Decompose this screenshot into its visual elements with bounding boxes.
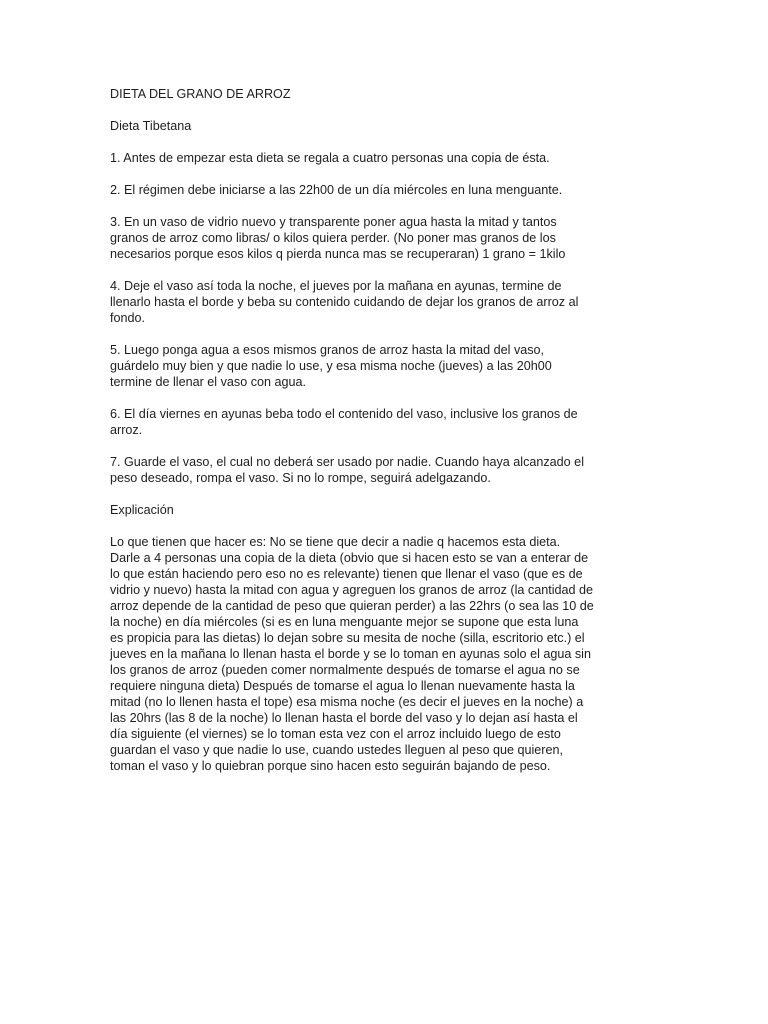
document-page <box>110 86 660 790</box>
step-line: necesarios porque esos kilos q pierda nunca mas se recuperaran) 1 grano = 1kilo <box>110 247 566 261</box>
explanation-paragraph <box>110 534 660 774</box>
document-subtitle: Dieta Tibetana <box>110 119 192 133</box>
step-5 <box>110 342 660 390</box>
explanation-line: los granos de arroz (pueden comer normalmente después de tomarse el agua no se <box>110 663 580 677</box>
step-line: 5. Luego ponga agua a esos mismos granos de arroz hasta la mitad del vaso, <box>110 343 545 357</box>
explanation-line: es propicia para las dietas) lo dejan sobre su mesita de noche (silla, escritorio etc.) el <box>110 631 585 645</box>
document-title-block <box>110 86 660 102</box>
step-line: guárdelo muy bien y que nadie lo use, y esa misma noche (jueves) a las 20h00 <box>110 359 552 373</box>
explanation-line: Darle a 4 personas una copia de la dieta (obvio que si hacen esto se van a enterar de <box>110 551 589 565</box>
document-subtitle-block <box>110 118 660 134</box>
explanation-heading: Explicación <box>110 503 174 517</box>
step-line: fondo. <box>110 311 146 325</box>
explanation-line: día siguiente (el viernes) se lo toman esta vez con el arroz incluido luego de esto <box>110 727 561 741</box>
step-line: 1. Antes de empezar esta dieta se regala a cuatro personas una copia de ésta. <box>110 151 550 165</box>
explanation-line: vidrio y nuevo) hasta la mitad con agua y agreguen los granos de arroz (la cantidad de <box>110 583 594 597</box>
step-1 <box>110 150 660 166</box>
step-line: llenarlo hasta el borde y beba su contenido cuidando de dejar los granos de arroz al <box>110 295 579 309</box>
explanation-line: la noche) en día miércoles (si es en luna menguante mejor se supone que esta luna <box>110 615 579 629</box>
step-line: arroz. <box>110 423 143 437</box>
step-6 <box>110 406 660 438</box>
step-line: 4. Deje el vaso así toda la noche, el jueves por la mañana en ayunas, termine de <box>110 279 562 293</box>
step-line: 2. El régimen debe iniciarse a las 22h00 de un día miércoles en luna menguante. <box>110 183 563 197</box>
explanation-line: lo que están haciendo pero eso no es relevante) tienen que llenar el vaso (que es de <box>110 567 583 581</box>
explanation-line: Lo que tienen que hacer es: No se tiene que decir a nadie q hacemos esta dieta. <box>110 535 561 549</box>
step-3 <box>110 214 660 262</box>
step-line: peso deseado, rompa el vaso. Si no lo rompe, seguirá adelgazando. <box>110 471 491 485</box>
step-line: 3. En un vaso de vidrio nuevo y transparente poner agua hasta la mitad y tantos <box>110 215 557 229</box>
step-7 <box>110 454 660 486</box>
step-line: 7. Guarde el vaso, el cual no deberá ser usado por nadie. Cuando haya alcanzado el <box>110 455 584 469</box>
explanation-line: guardan el vaso y que nadie lo use, cuando ustedes lleguen al peso que quieren, <box>110 743 564 757</box>
step-line: 6. El día viernes en ayunas beba todo el contenido del vaso, inclusive los granos de <box>110 407 578 421</box>
step-4 <box>110 278 660 326</box>
step-line: termine de llenar el vaso con agua. <box>110 375 307 389</box>
explanation-line: arroz depende de la cantidad de peso que quieran perder) a las 22hrs (o sea las 10 de <box>110 599 594 613</box>
step-2 <box>110 182 660 198</box>
document-title: DIETA DEL GRANO DE ARROZ <box>110 87 291 101</box>
explanation-line: las 20hrs (las 8 de la noche) lo llenan hasta el borde del vaso y lo dejan así hasta el <box>110 711 578 725</box>
explanation-heading-block <box>110 502 660 518</box>
explanation-line: requiere ninguna dieta) Después de tomarse el agua lo llenan nuevamente hasta la <box>110 679 575 693</box>
explanation-line: jueves en la mañana lo llenan hasta el borde y se lo toman en ayunas solo el agua sin <box>110 647 591 661</box>
explanation-line: mitad (no lo llenen hasta el tope) esa misma noche (es decir el jueves en la noche) a <box>110 695 584 709</box>
step-line: granos de arroz como libras/ o kilos quiera perder. (No poner mas granos de los <box>110 231 556 245</box>
explanation-line: toman el vaso y lo quiebran porque sino hacen esto seguirán bajando de peso. <box>110 759 551 773</box>
